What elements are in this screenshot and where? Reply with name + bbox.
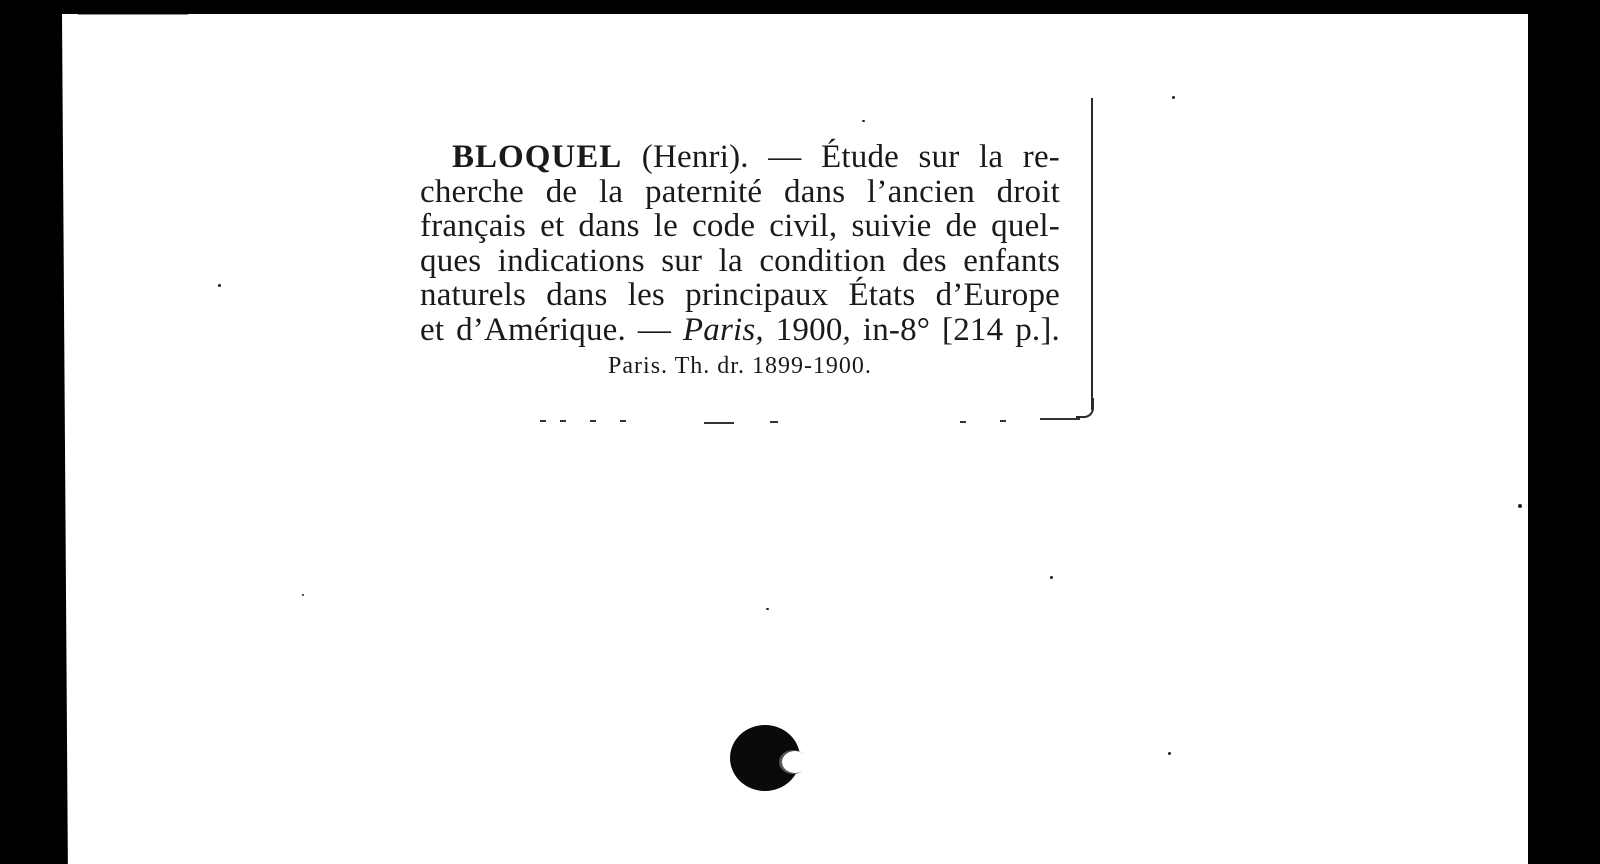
top-edge-mark [78, 14, 188, 15]
scan-speck [302, 594, 304, 596]
title-line-4: ques indications sur la condition des enfants [420, 242, 1060, 279]
title-line-2-wrap [420, 175, 1060, 210]
entry-paragraph [420, 140, 1060, 175]
title-line-6-start: et d’Amérique. — [420, 311, 672, 348]
catalog-card-entry [420, 140, 1060, 384]
scan-speck [1050, 576, 1053, 579]
scan-speck [1168, 752, 1171, 755]
card-bottom-mark [1000, 420, 1006, 422]
title-line-5-wrap [420, 278, 1060, 313]
title-line-3: français et dans le code civil, suivie de quel- [420, 208, 1060, 244]
card-bottom-mark [960, 421, 966, 423]
scan-speck [1518, 504, 1522, 508]
scan-speck [862, 120, 865, 122]
scan-speck [1172, 96, 1175, 99]
author-surname: BLOQUEL [452, 139, 623, 175]
publication-details: 1900, in-8° [214 p.]. [775, 311, 1060, 348]
title-line-2: cherche de la paternité dans l’ancien droit [420, 173, 1060, 210]
card-bottom-mark [540, 420, 546, 422]
card-bottom-mark [620, 420, 626, 422]
card-bottom-mark [560, 420, 566, 422]
thesis-note: Paris. Th. dr. 1899-1900. [608, 353, 872, 379]
title-line-1: — Étude sur la re- [768, 139, 1060, 175]
punch-hole [730, 725, 800, 791]
title-line-5: naturels dans les principaux États d’Europe [420, 277, 1060, 313]
card-bottom-mark [704, 422, 734, 424]
title-line-3-wrap [420, 209, 1060, 244]
card-right-border [1091, 98, 1093, 410]
scan-speck [218, 284, 221, 287]
card-bottom-mark [770, 421, 778, 423]
title-line-6-wrap [420, 313, 1060, 348]
scan-speck [766, 608, 769, 610]
publication-place: Paris, [682, 311, 764, 348]
card-bottom-mark [1040, 418, 1080, 420]
card-bottom-mark [590, 420, 596, 422]
author-given-name: (Henri). [641, 139, 749, 175]
title-line-4-wrap [420, 244, 1060, 279]
